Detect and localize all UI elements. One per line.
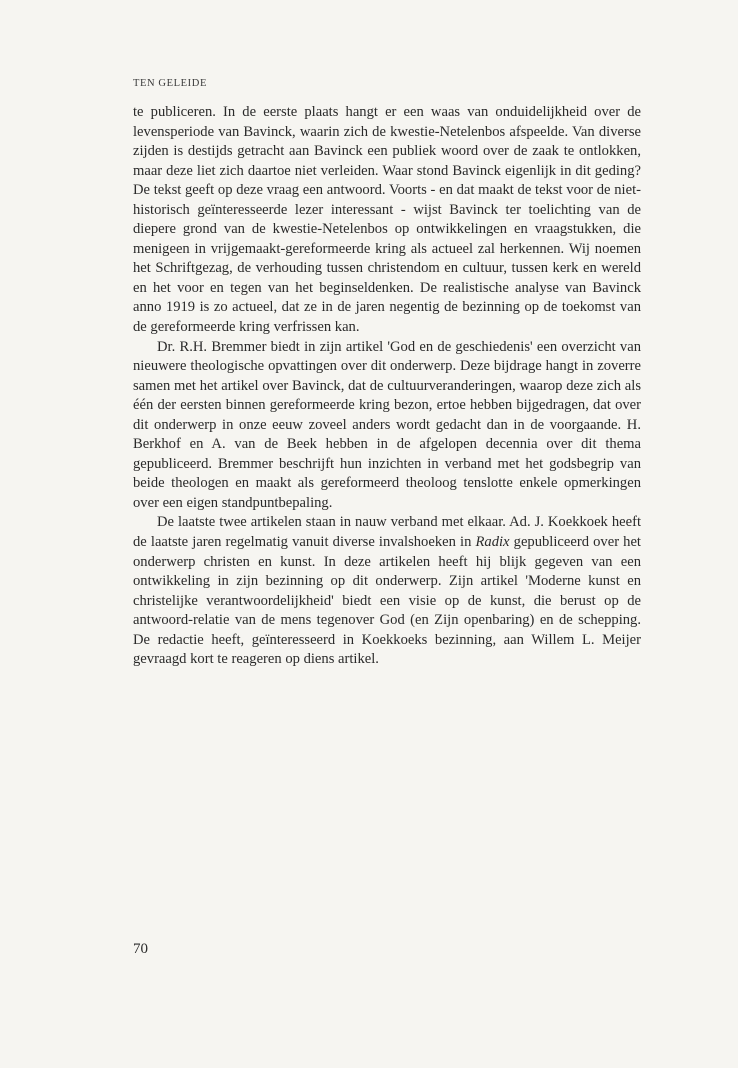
paragraph-2: Dr. R.H. Bremmer biedt in zijn artikel 'God en de geschiedenis' een overzicht van nieuwere theologische opvattingen over dit onderwerp. Deze bijdrage hangt in zoverre samen met het artikel over Bavinck, dat de cultuurveranderingen, waarop deze zich als één der eersten binnen gereformeerde kring bezon, ertoe hebben bijgedragen, dat over dit onderwerp in onze eeuw zoveel anders wordt gedacht dan in de voorgaande. H. Berkhof en A. van de Beek hebben in de afgelopen decennia over dit thema gepubliceerd. Bremmer beschrijft hun inzichten in verband met het godsbegrip van beide theologen en maakt als gereformeerd theoloog tenslotte enkele opmerkingen over een eigen standpuntbepaling. xyxy=(133,338,641,511)
paragraph-1: te publiceren. In de eerste plaats hangt er een waas van onduidelijkheid over de levensperiode van Bavinck, waarin zich de kwestie-Netelenbos afspeelde. Van diverse zijden is destijds getracht aan Bavinck een publiek woord over de zaak te ontlokken, maar deze liet zich daartoe niet verleiden. Waar stond Bavinck eigenlijk in dit geding? De tekst geeft op deze vraag een antwoord. Voorts - en dat maakt de tekst voor de niet-historisch geïnteresseerde lezer interessant - wijst Bavinck ter toelichting van de diepere grond van de kwestie-Netelenbos op ontwikkelingen en vraagstukken, die menigeen in vrijgemaakt-gereformeerde kring als actueel zal herkennen. Wij noemen het Schriftgezag, de verhouding tussen christendom en cultuur, tussen kerk en wereld en het voor en tegen van het beginseldenken. De realistische analyse van Bavinck anno 1919 is zo actueel, dat ze in de jaren negentig de bezinning op de toekomst van de gereformeerde kring verfrissen kan. xyxy=(133,104,641,336)
journal-title-radix: Radix xyxy=(475,534,510,551)
paragraph-3 xyxy=(133,513,641,669)
paragraph-3-text-before: De laatste twee artikelen staan in nauw verband met elkaar. Ad. J. Koekkoek heeft de laatste jaren regelmatig vanuit diverse invalshoeken in xyxy=(133,514,641,551)
body-text xyxy=(133,103,641,670)
page-number: 70 xyxy=(133,941,148,957)
running-head: TEN GELEIDE xyxy=(133,78,207,89)
paragraph-3-text-after: gepubliceerd over het onderwerp christen en kunst. In deze artikelen heeft hij blijk gegeven van een ontwikkeling in zijn bezinning op dit onderwerp. Zijn artikel 'Moderne kunst en christelijke verantwoordelijkheid' biedt een visie op de kunst, die berust op de antwoord-relatie van de mens tegenover God (en Zijn openbaring) en de schepping. De redactie heeft, geïnteresseerd in Koekkoeks bezinning, aan Willem L. Meijer gevraagd kort te reageren op diens artikel. xyxy=(133,534,641,668)
